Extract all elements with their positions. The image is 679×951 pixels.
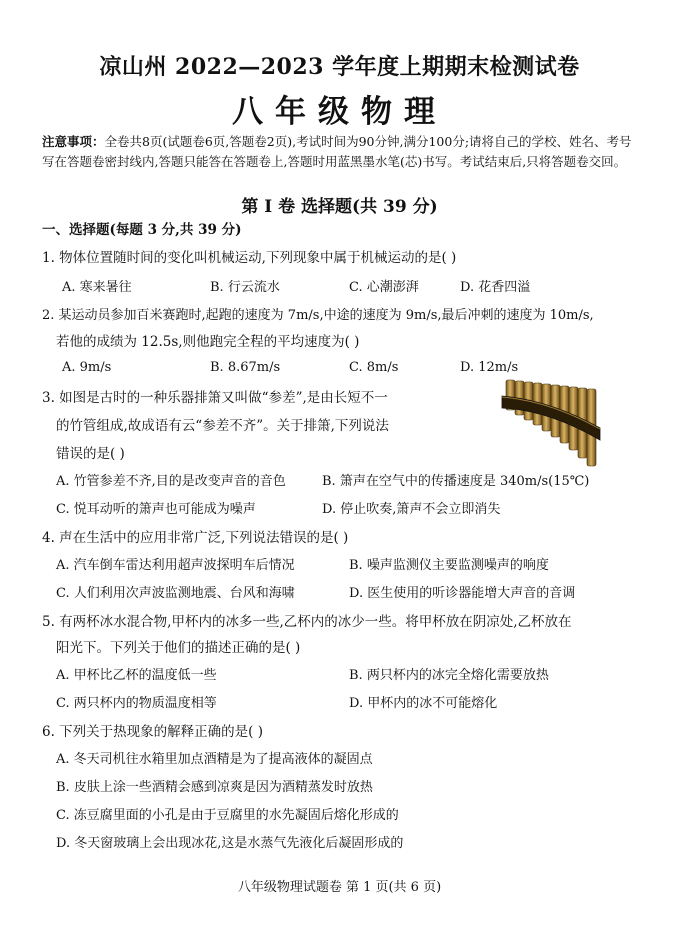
question-5-option-b: B. 两只杯内的冰完全熔化需要放热 [349,668,549,683]
question-3-option-a: A. 竹管参差不齐,目的是改变声音的音色 [56,474,286,489]
question-4-option-b: B. 噪声监测仪主要监测噪声的响度 [349,558,549,573]
question-3-stem-line-3: 错误的是( ) [56,446,125,462]
question-1-option-a: A. 寒来暑往 [62,280,132,295]
question-4-option-a: A. 汽车倒车雷达利用超声波探明车后情况 [56,558,295,573]
question-2-stem-line-2: 若他的成绩为 12.5s,则他跑完全程的平均速度为( ) [56,334,360,350]
exam-subject: 八年级物理 [232,94,447,130]
page-footer: 八年级物理试题卷 第 1 页(共 6 页) [237,880,442,895]
question-4-option-c: C. 人们利用次声波监测地震、台风和海啸 [56,586,295,601]
notice-label: 注意事项： [42,134,105,149]
exam-title: 凉山州 2022—2023 学年度上期期末检测试卷 [99,54,580,80]
question-5-option-a: A. 甲杯比乙杯的温度低一些 [56,668,217,683]
section-title: 第 Ⅰ 卷 选择题(共 39 分) [241,197,438,217]
question-5-option-c: C. 两只杯内的物质温度相等 [56,696,217,711]
question-4-stem: 4. 声在生活中的应用非常广泛,下列说法错误的是( ) [42,530,349,546]
question-1-stem: 1. 物体位置随时间的变化叫机械运动,下列现象中属于机械运动的是( ) [42,250,457,266]
question-2-option-a: A. 9m/s [62,360,112,375]
question-2-option-c: C. 8m/s [349,360,399,375]
question-4-option-d: D. 医生使用的听诊器能增大声音的音调 [349,586,576,601]
question-5-option-d: D. 甲杯内的冰不可能熔化 [349,696,498,711]
question-6-option-a: A. 冬天司机往水箱里加点酒精是为了提高液体的凝固点 [56,752,373,767]
part-title: 一、选择题(每题 3 分,共 39 分) [42,222,242,238]
question-2-stem-line-1: 2. 某运动员参加百米赛跑时,起跑的速度为 7m/s,中途的速度为 9m/s,最后冲刺的速度为 10m/s, [42,308,594,323]
question-1-option-b: B. 行云流水 [210,280,280,295]
question-6-option-d: D. 冬天窗玻璃上会出现冰花,这是水蒸气先液化后凝固形成的 [56,836,404,851]
question-2-option-b: B. 8.67m/s [210,360,281,375]
question-3-option-b: B. 箫声在空气中的传播速度是 340m/s(15℃) [322,474,590,489]
question-6-option-c: C. 冻豆腐里面的小孔是由于豆腐里的水先凝固后熔化形成的 [56,808,399,823]
question-3-stem-line-1: 3. 如图是古时的一种乐器排箫又叫做“参差”,是由长短不一 [42,390,388,406]
question-5-stem-line-2: 阳光下。下列关于他们的描述正确的是( ) [56,640,301,656]
question-6-option-b: B. 皮肤上涂一些酒精会感到凉爽是因为酒精蒸发时放热 [56,780,373,795]
notice-block [42,132,642,172]
question-2-option-d: D. 12m/s [460,360,519,375]
question-5-stem-line-1: 5. 有两杯冰水混合物,甲杯内的冰多一些,乙杯内的冰少一些。将甲杯放在阴凉处,乙杯放在 [42,614,572,630]
question-1-option-c: C. 心潮澎湃 [349,280,419,295]
question-3-option-d: D. 停止吹奏,箫声不会立即消失 [322,502,501,517]
question-6-stem: 6. 下列关于热现象的解释正确的是( ) [42,724,263,740]
question-3-stem-line-2: 的竹管组成,故成语有云“参差不齐”。关于排箫,下列说法 [56,418,389,434]
question-3-option-c: C. 悦耳动听的箫声也可能成为噪声 [56,502,256,517]
question-1-option-d: D. 花香四溢 [460,280,531,295]
pan-flute-image [500,376,615,476]
notice-text: 全卷共8页(试题卷6页,答题卷2页),考试时间为90分钟,满分100分;请将自己的学校、姓名、考号写在答题卷密封线内,答题只能答在答题卷上,答题时用蓝黑墨水笔(芯)书写。考试结束后,只将答题卷交回。 [42,134,632,169]
